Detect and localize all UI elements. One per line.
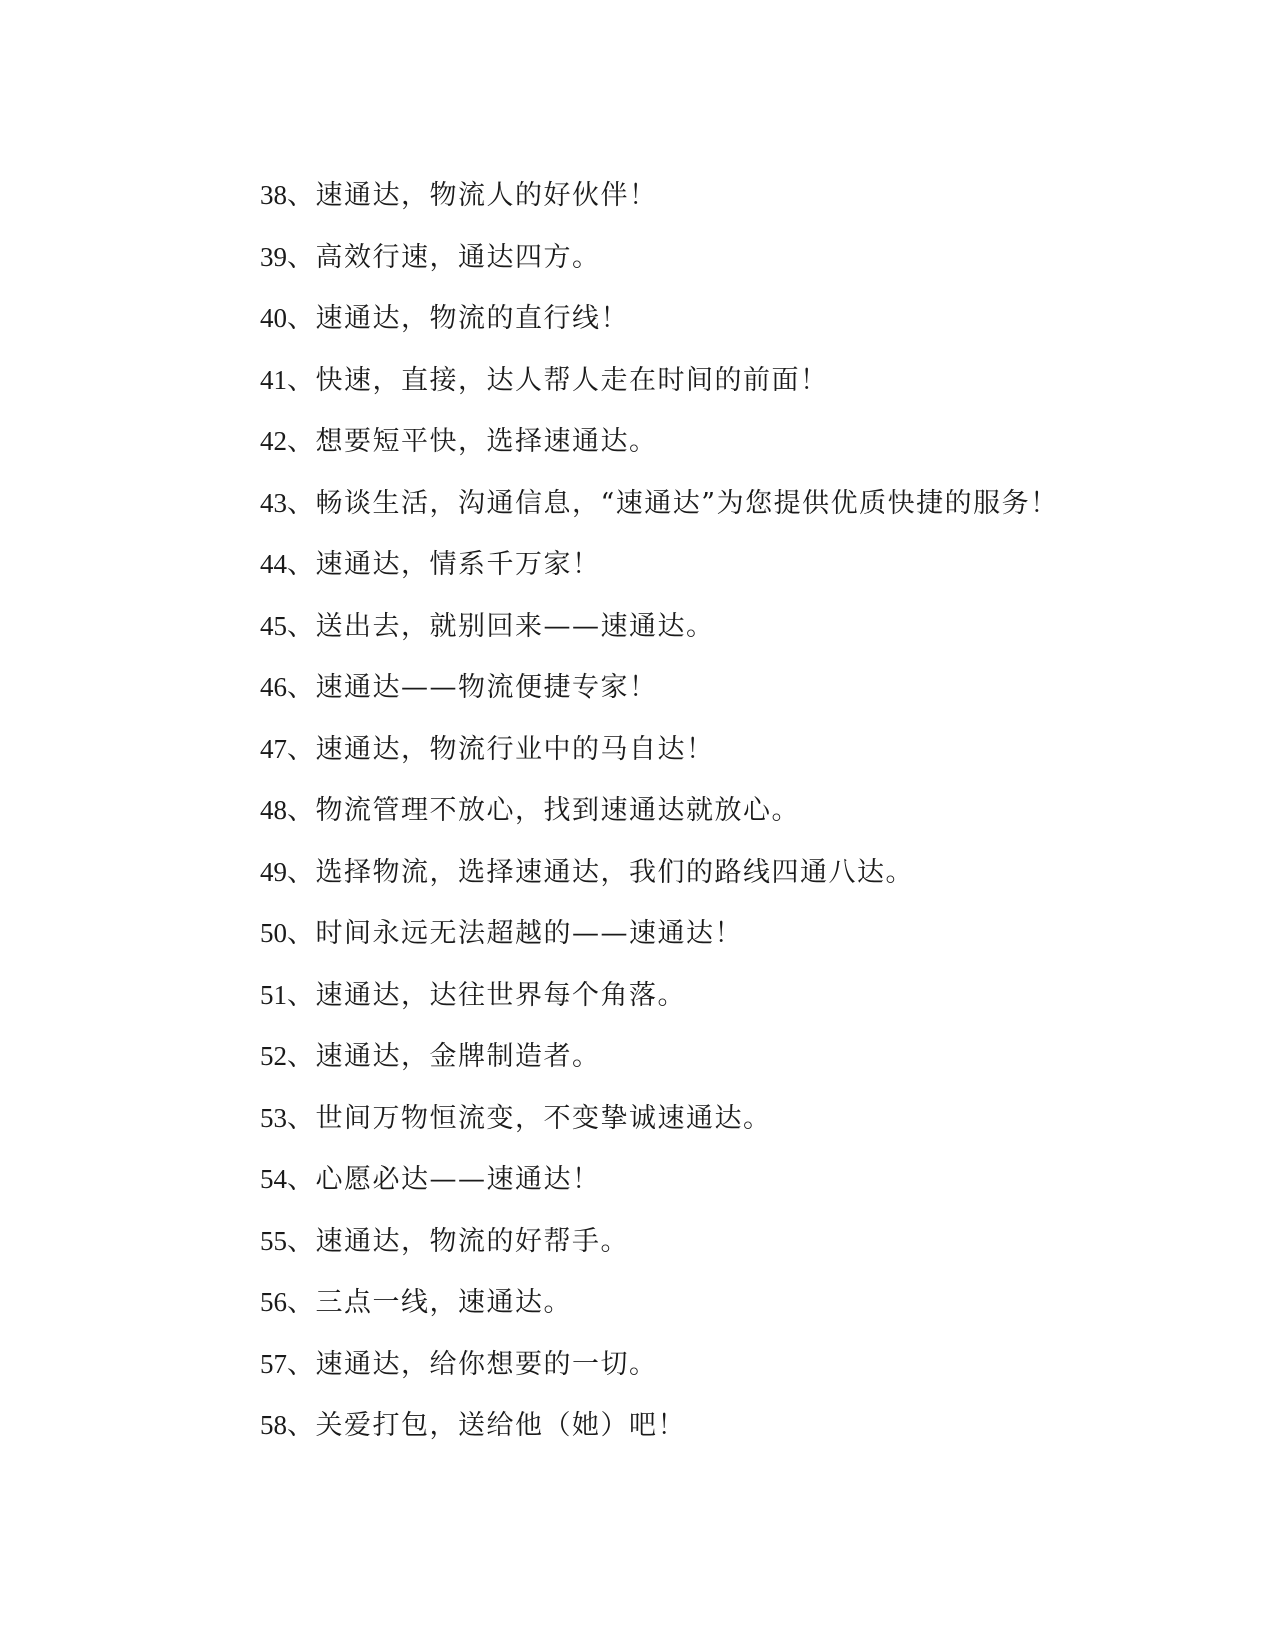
- list-item: [260, 1272, 1160, 1334]
- item-text: 、速通达，情系千万家！: [287, 549, 601, 580]
- item-number: 57: [260, 1348, 287, 1379]
- item-number: 42: [260, 426, 287, 456]
- item-number: 55: [260, 1225, 287, 1256]
- item-text: 、速通达，物流的直行线！: [287, 303, 629, 334]
- item-number: 38: [260, 180, 287, 210]
- item-number: 54: [260, 1164, 287, 1194]
- item-text: 、速通达，金牌制造者。: [287, 1041, 601, 1072]
- item-number: 53: [260, 1102, 287, 1133]
- list-item: [260, 165, 1160, 227]
- item-text: 、三点一线，速通达。: [287, 1287, 572, 1318]
- list-item: [260, 780, 1160, 842]
- item-text: 、速通达，物流人的好伙伴！: [287, 180, 658, 211]
- list-item: [260, 473, 1160, 535]
- item-number: 49: [260, 856, 287, 887]
- list-item: [260, 657, 1160, 719]
- item-number: 52: [260, 1041, 287, 1071]
- list-item: [260, 1149, 1160, 1211]
- list-item: [260, 842, 1160, 904]
- list-item: [260, 1395, 1160, 1457]
- item-number: 47: [260, 733, 287, 764]
- item-text: 、时间永远无法超越的——速通达！: [287, 918, 743, 949]
- item-text: 、送出去，就别回来——速通达。: [287, 610, 715, 642]
- list-item: [260, 903, 1160, 965]
- item-text: 、速通达，给你想要的一切。: [287, 1348, 658, 1380]
- list-item: [260, 596, 1160, 658]
- item-number: 45: [260, 610, 287, 641]
- item-number: 39: [260, 241, 287, 272]
- item-number: 51: [260, 979, 287, 1010]
- item-text: 、速通达——物流便捷专家！: [287, 672, 658, 703]
- item-number: 40: [260, 303, 287, 333]
- item-text: 、选择物流，选择速通达，我们的路线四通八达。: [287, 856, 914, 888]
- slogan-list: [260, 165, 1160, 1457]
- item-number: 58: [260, 1410, 287, 1440]
- item-number: 43: [260, 487, 287, 518]
- item-text: 、物流管理不放心，找到速通达就放心。: [287, 795, 800, 826]
- item-text: 、速通达，物流行业中的马自达！: [287, 733, 715, 765]
- list-item: [260, 227, 1160, 289]
- item-number: 56: [260, 1287, 287, 1317]
- list-item: [260, 1211, 1160, 1273]
- item-number: 46: [260, 672, 287, 702]
- item-number: 41: [260, 364, 287, 395]
- list-item: [260, 1334, 1160, 1396]
- item-text: 、畅谈生活，沟通信息，“速通达”为您提供优质快捷的服务！: [287, 487, 1059, 519]
- list-item: [260, 411, 1160, 473]
- item-text: 、快速，直接，达人帮人走在时间的前面！: [287, 364, 829, 396]
- item-text: 、高效行速，通达四方。: [287, 241, 601, 273]
- list-item: [260, 1026, 1160, 1088]
- item-text: 、心愿必达——速通达！: [287, 1164, 601, 1195]
- list-item: [260, 534, 1160, 596]
- item-text: 、速通达，达往世界每个角落。: [287, 979, 686, 1011]
- item-text: 、想要短平快，选择速通达。: [287, 426, 658, 457]
- item-number: 50: [260, 918, 287, 948]
- item-text: 、关爱打包，送给他（她）吧！: [287, 1410, 686, 1441]
- item-text: 、速通达，物流的好帮手。: [287, 1225, 629, 1257]
- item-number: 44: [260, 549, 287, 579]
- item-number: 48: [260, 795, 287, 825]
- list-item: [260, 965, 1160, 1027]
- item-text: 、世间万物恒流变，不变挚诚速通达。: [287, 1102, 772, 1134]
- list-item: [260, 288, 1160, 350]
- list-item: [260, 719, 1160, 781]
- list-item: [260, 1088, 1160, 1150]
- list-item: [260, 350, 1160, 412]
